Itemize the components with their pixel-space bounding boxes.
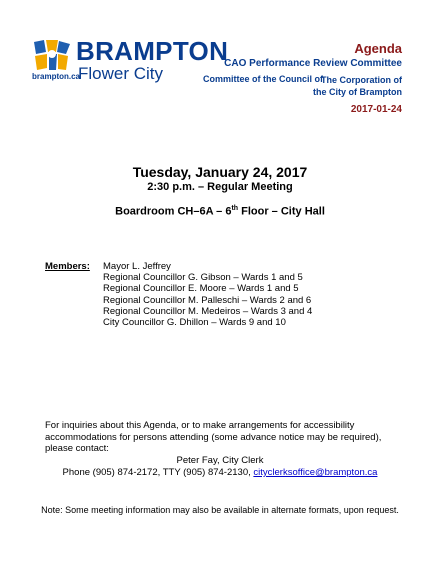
corporation-line-2: the City of Brampton xyxy=(313,87,402,97)
meeting-date: Tuesday, January 24, 2017 xyxy=(132,164,308,180)
clerk-name: Peter Fay, City Clerk xyxy=(176,455,264,466)
member-item: Regional Councillor M. Medeiros – Wards 3 and 4 xyxy=(103,305,313,317)
agenda-date: 2017-01-24 xyxy=(350,104,402,115)
clerk-phone: Phone (905) 874-2172, TTY (905) 874-2130, xyxy=(62,467,251,478)
committee-name: CAO Performance Review Committee xyxy=(224,58,402,69)
location-ordinal: th xyxy=(231,205,239,212)
location-text: Boardroom CH–6A – 6 xyxy=(115,205,232,218)
location-text-end: Floor – City Hall xyxy=(238,205,325,218)
member-item: Mayor L. Jeffrey xyxy=(103,261,171,272)
agenda-title: Agenda xyxy=(354,41,402,56)
flower-logo-icon xyxy=(32,38,72,72)
member-item: Regional Councillor M. Palleschi – Wards 2 and 6 xyxy=(103,294,312,306)
logo-tagline: Flower City xyxy=(78,64,164,83)
members-list xyxy=(103,261,312,328)
member-item: Regional Councillor E. Moore – Wards 1 and 5 xyxy=(103,283,299,295)
clerk-contact xyxy=(0,467,440,478)
member-item: Regional Councillor G. Gibson – Wards 1 and 5 xyxy=(103,272,303,284)
clerk-email-link[interactable]: cityclerksoffice@brampton.ca xyxy=(253,467,378,478)
brampton-logo xyxy=(32,36,229,88)
member-item: City Councillor G. Dhillon – Wards 9 and 10 xyxy=(103,317,286,329)
logo-name: BRAMPTON xyxy=(76,36,229,66)
meeting-time: 2:30 p.m. – Regular Meeting xyxy=(147,181,293,193)
alternate-formats-note: Note: Some meeting information may also be available in alternate formats, upon request. xyxy=(41,505,399,515)
corporation-label xyxy=(313,74,402,98)
council-label: Committee of the Council of xyxy=(203,74,323,84)
inquiry-text: For inquiries about this Agenda, or to make arrangements for accessibility accommodations for persons attending (some advance notice may be required), please contact: xyxy=(45,420,382,454)
meeting-location xyxy=(0,205,440,218)
logo-site: brampton.ca xyxy=(32,72,81,81)
corporation-line-1: The Corporation of xyxy=(321,75,402,85)
members-label: Members: xyxy=(45,261,90,272)
